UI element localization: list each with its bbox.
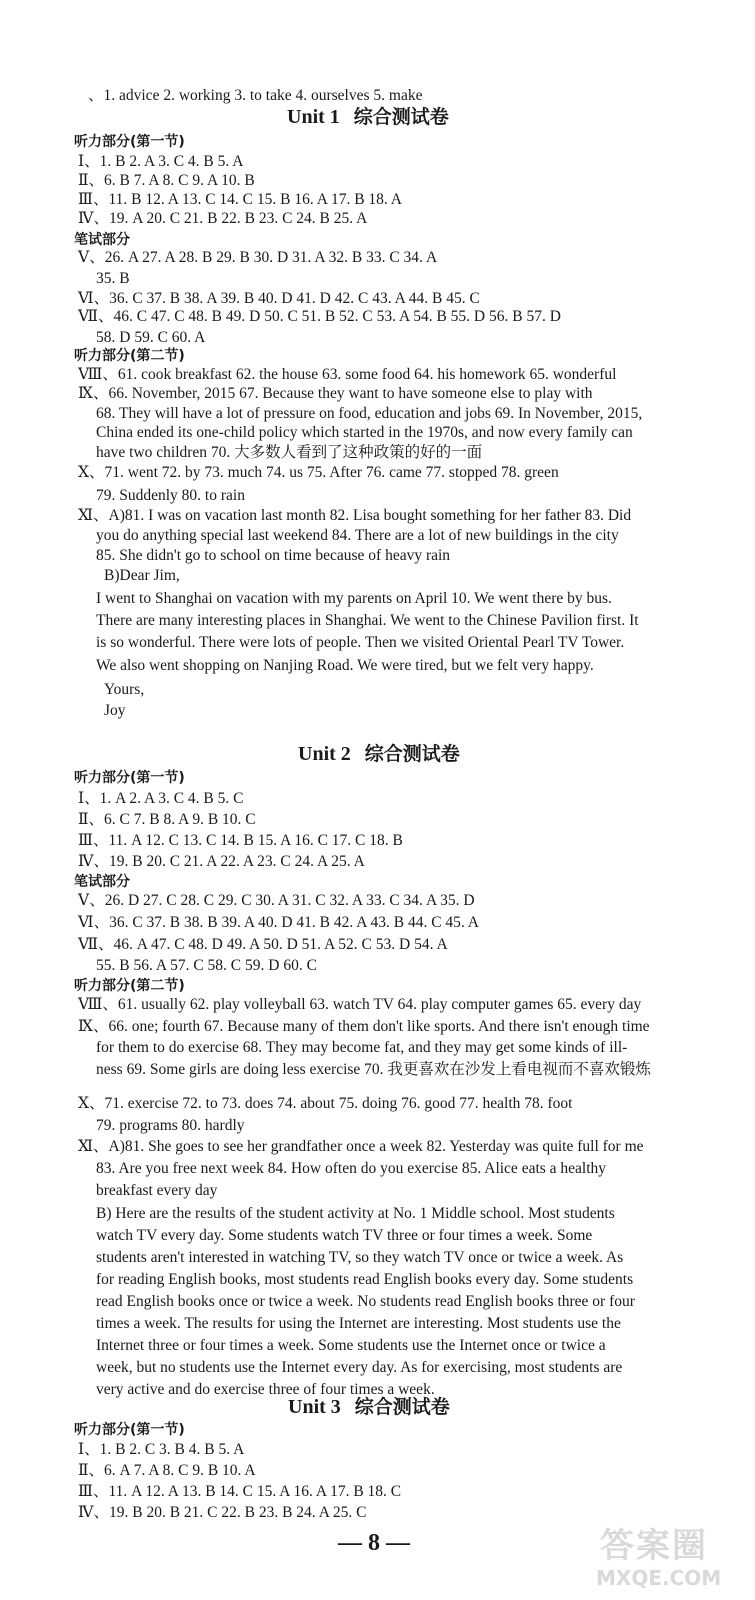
unit1-letter-line-3: is so wonderful. There were lots of people. Then we visited Oriental Pearl TV Tower. [96,634,625,651]
unit2-listening-part1-heading: 听力部分(第一节) [74,770,185,786]
unit1-answers-11b: you do anything special last weekend 84. There are a lot of new buildings in the city [96,527,619,544]
unit1-title: Unit 1 综合测试卷 [287,106,449,128]
unit1-letter-signature: Joy [104,702,126,719]
unit1-letter-closing: Yours, [104,681,145,698]
unit1-answers-4: Ⅳ、19. A 20. C 21. B 22. B 23. C 24. B 25. A [78,210,368,227]
unit1-answers-5: Ⅴ、26. A 27. A 28. B 29. B 30. D 31. A 32. B 33. C 34. A [78,249,438,266]
unit2-report-line-3: students aren't interested in watching TV, so they watch TV once or twice a week. As [96,1249,624,1266]
prev-section-line: 、1. advice 2. working 3. to take 4. ourselves 5. make [88,87,423,104]
unit1-answers-8: Ⅷ、61. cook breakfast 62. the house 63. some food 64. his homework 65. wonderful [78,366,617,383]
unit2-report-line-9: very active and do exercise three of four times a week. [96,1381,435,1398]
unit2-report-line-1: B) Here are the results of the student activity at No. 1 Middle school. Most students [96,1205,615,1222]
unit2-answers-6: Ⅵ、36. C 37. B 38. B 39. A 40. D 41. B 42. A 43. B 44. C 45. A [78,914,479,931]
unit1-answers-5b: 35. B [96,270,130,287]
watermark-url: MXQE.COM [596,1566,722,1590]
unit1-answers-3: Ⅲ、11. B 12. A 13. C 14. C 15. B 16. A 17. B 18. A [78,191,402,208]
unit2-answers-8: Ⅷ、61. usually 62. play volleyball 63. watch TV 64. play computer games 65. every day [78,996,642,1013]
unit2-answers-2: Ⅱ、6. C 7. B 8. A 9. B 10. C [78,811,256,828]
unit2-answers-9b: for them to do exercise 68. They may become fat, and they may get some kinds of ill- [96,1039,628,1056]
page-number: — 8 — [338,1530,410,1556]
unit1-answers-9c: China ended its one-child policy which started in the 1970s, and now every family can [96,424,633,441]
unit2-report-line-5: read English books once or twice a week. No students read English books three or four [96,1293,635,1310]
unit1-listening-part2-heading: 听力部分(第二节) [74,348,185,364]
unit2-answers-10a: Ⅹ、71. exercise 72. to 73. does 74. about 75. doing 76. good 77. health 78. foot [78,1095,573,1112]
unit3-answers-1: Ⅰ、1. B 2. C 3. B 4. B 5. A [78,1441,245,1458]
unit1-letter-line-2: There are many interesting places in Shanghai. We went to the Chinese Pavilion first. It [96,612,639,629]
unit2-answers-1: Ⅰ、1. A 2. A 3. C 4. B 5. C [78,790,244,807]
unit1-answers-9d: have two children 70. 大多数人看到了这种政策的好的一面 [96,444,483,461]
unit3-title: Unit 3 综合测试卷 [288,1396,450,1418]
unit1-answers-11a: Ⅺ、A)81. I was on vacation last month 82. Lisa bought something for her father 83. Did [78,507,632,524]
unit1-letter-line-4: We also went shopping on Nanjing Road. We were tired, but we felt very happy. [96,657,594,674]
unit1-answers-7b: 58. D 59. C 60. A [96,329,206,346]
unit2-listening-part2-heading: 听力部分(第二节) [74,978,185,994]
unit2-answers-9a: Ⅸ、66. one; fourth 67. Because many of them don't like sports. And there isn't enough time [78,1018,650,1035]
unit2-answers-7: Ⅶ、46. A 47. C 48. D 49. A 50. D 51. A 52. C 53. D 54. A [78,936,448,953]
unit1-answers-2: Ⅱ、6. B 7. A 8. C 9. A 10. B [78,172,255,189]
watermark-logo: 答案圈 [600,1526,708,1566]
unit2-answers-11a: Ⅺ、A)81. She goes to see her grandfather once a week 82. Yesterday was quite full for me [78,1138,644,1155]
unit2-answers-3: Ⅲ、11. A 12. C 13. C 14. B 15. A 16. C 17. C 18. B [78,832,403,849]
unit2-report-line-4: for reading English books, most students read English books every day. Some students [96,1271,634,1288]
unit1-listening-part1-heading: 听力部分(第一节) [74,134,185,150]
unit2-answers-7b: 55. B 56. A 57. C 58. C 59. D 60. C [96,957,317,974]
unit2-report-line-2: watch TV every day. Some students watch TV three or four times a week. Some [96,1227,593,1244]
unit1-answers-7: Ⅶ、46. C 47. C 48. B 49. D 50. C 51. B 52. C 53. A 54. B 55. D 56. B 57. D [78,308,561,325]
unit2-title: Unit 2 综合测试卷 [298,743,460,765]
unit3-answers-4: Ⅳ、19. B 20. B 21. C 22. B 23. B 24. A 25. C [78,1504,367,1521]
unit3-listening-part1-heading: 听力部分(第一节) [74,1422,185,1438]
unit1-answers-9a: Ⅸ、66. November, 2015 67. Because they want to have someone else to play with [78,385,593,402]
unit1-letter-line-1: I went to Shanghai on vacation with my parents on April 10. We went there by bus. [96,590,612,607]
unit2-written-heading: 笔试部分 [74,874,130,890]
unit1-answers-1: Ⅰ、1. B 2. A 3. C 4. B 5. A [78,153,244,170]
unit3-answers-3: Ⅲ、11. A 12. A 13. B 14. C 15. A 16. A 17. B 18. C [78,1483,402,1500]
unit2-answers-11b: 83. Are you free next week 84. How often do you exercise 85. Alice eats a healthy [96,1160,607,1177]
unit2-answers-10b: 79. programs 80. hardly [96,1117,245,1134]
unit2-answers-5: Ⅴ、26. D 27. C 28. C 29. C 30. A 31. C 32. A 33. C 34. A 35. D [78,892,475,909]
unit2-report-line-8: week, but no students use the Internet every day. As for exercising, most students are [96,1359,623,1376]
unit1-answers-11c: 85. She didn't go to school on time because of heavy rain [96,547,451,564]
unit2-report-line-6: times a week. The results for using the Internet are interesting. Most students use the [96,1315,621,1332]
unit2-answers-4: Ⅳ、19. B 20. C 21. A 22. A 23. C 24. A 25. A [78,853,365,870]
unit2-answers-9c: ness 69. Some girls are doing less exercise 70. 我更喜欢在沙发上看电视而不喜欢锻炼 [96,1061,651,1078]
unit3-answers-2: Ⅱ、6. A 7. A 8. C 9. B 10. A [78,1462,256,1479]
unit2-report-line-7: Internet three or four times a week. Some students use the Internet once or twice a [96,1337,606,1354]
unit2-answers-11c: breakfast every day [96,1182,218,1199]
unit1-answers-10a: Ⅹ、71. went 72. by 73. much 74. us 75. After 76. came 77. stopped 78. green [78,464,559,481]
unit1-answers-9b: 68. They will have a lot of pressure on food, education and jobs 69. In November, 2015, [96,405,643,422]
unit1-written-heading: 笔试部分 [74,232,130,248]
unit1-answers-10b: 79. Suddenly 80. to rain [96,487,245,504]
unit1-letter-greeting: B)Dear Jim, [104,567,180,584]
unit1-answers-6: Ⅵ、36. C 37. B 38. A 39. B 40. D 41. D 42. C 43. A 44. B 45. C [78,290,480,307]
